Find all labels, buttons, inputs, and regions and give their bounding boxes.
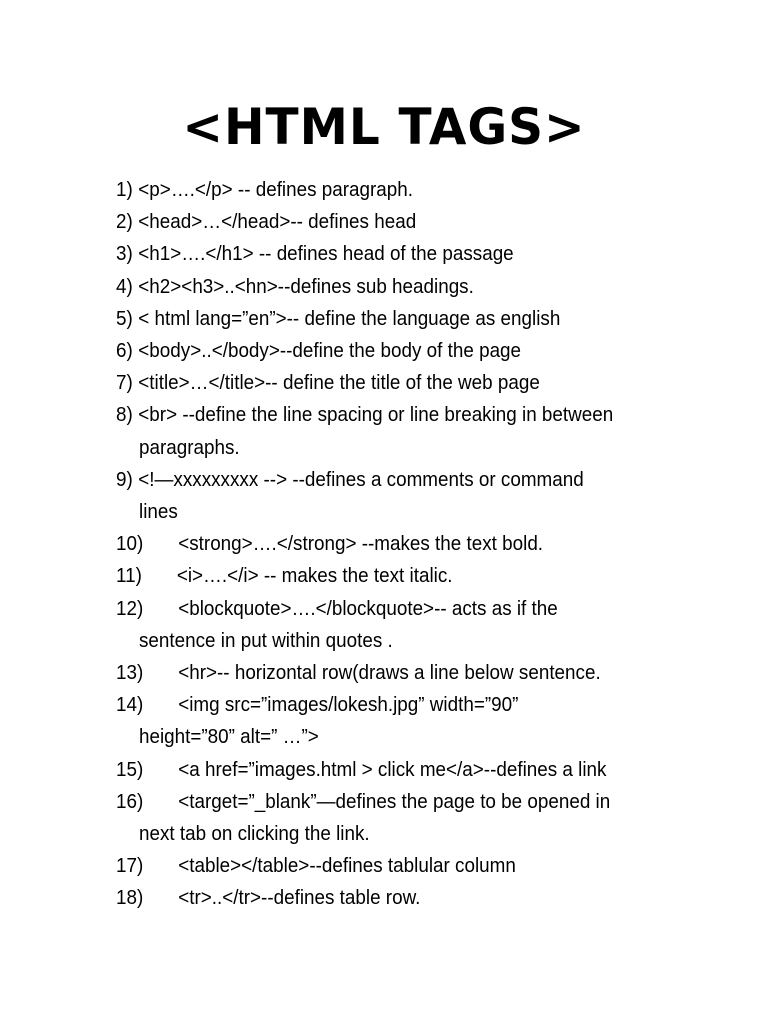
list-item-text: sentence in put within quotes . — [139, 628, 393, 652]
list-item-continuation — [116, 496, 668, 528]
list-item-number: 4) — [116, 274, 133, 298]
list-item-text: <hr>-- horizontal row(draws a line below sentence. — [178, 661, 601, 685]
list-item — [116, 786, 716, 850]
list-item-number: 11) — [116, 564, 142, 588]
list-item-line — [116, 754, 668, 786]
list-item-line — [116, 238, 668, 270]
list-item-line — [116, 271, 668, 303]
list-item-line — [116, 174, 668, 206]
list-item-text: lines — [139, 500, 178, 524]
list-item — [116, 238, 716, 270]
list-item-text: height=”80” alt=” …”> — [139, 725, 319, 749]
list-item-number: 1) — [116, 178, 133, 201]
list-item-line — [116, 464, 668, 496]
list-item — [116, 882, 716, 914]
list-item — [116, 399, 716, 463]
list-item-text: <p>….</p> -- defines paragraph. — [138, 178, 414, 201]
list-item — [116, 367, 716, 399]
list-item-number: 7) — [116, 371, 133, 395]
list-item — [116, 528, 716, 560]
list-item-number: 13) — [116, 661, 144, 685]
list-item — [116, 464, 716, 528]
list-item-text: <target=”_blank”—defines the page to be opened in — [178, 789, 611, 813]
list-item-number: 6) — [116, 339, 133, 363]
list-item-continuation — [116, 432, 668, 464]
list-item-number: 10) — [116, 532, 144, 556]
list-item-number: 12) — [116, 596, 144, 620]
list-item-number: 18) — [116, 886, 144, 910]
list-item-line — [116, 528, 668, 560]
list-item-number: 2) — [116, 210, 133, 234]
list-item-line — [116, 882, 668, 914]
list-item-text: <h2><h3>..<hn>--defines sub headings. — [138, 274, 474, 298]
list-item-text: <!—xxxxxxxxx --> --defines a comments or command — [138, 467, 584, 491]
list-item-text: <tr>..</tr>--defines table row. — [178, 886, 421, 910]
list-item-number: 9) — [116, 467, 133, 491]
list-item-number: 5) — [116, 306, 133, 330]
list-item — [116, 689, 716, 753]
list-item-text: <body>..</body>--define the body of the page — [138, 339, 522, 363]
list-item-number: 17) — [116, 854, 144, 878]
list-item-text: paragraphs. — [139, 435, 240, 459]
list-item-number: 14) — [116, 693, 144, 717]
list-item — [116, 206, 716, 238]
list-item-text: <i>….</i> -- makes the text italic. — [176, 564, 453, 588]
list-item-text: <blockquote>….</blockquote>-- acts as if the — [178, 596, 558, 620]
list-item — [116, 335, 716, 367]
list-item-text: <a href=”images.html > click me</a>--defines a link — [178, 757, 607, 781]
list-item-text: <head>…</head>-- defines head — [138, 210, 417, 234]
list-item-continuation — [116, 818, 668, 850]
list-item-line — [116, 367, 668, 399]
list-item-line — [116, 303, 668, 335]
list-item-line — [116, 335, 668, 367]
list-item — [116, 271, 716, 303]
list-item — [116, 657, 716, 689]
list-item-text: <img src=”images/lokesh.jpg” width=”90” — [178, 693, 519, 717]
list-item — [116, 593, 716, 657]
list-item-line — [116, 206, 668, 238]
list-item — [116, 560, 716, 592]
list-item-number: 8) — [116, 403, 133, 427]
list-item — [116, 174, 716, 206]
list-item-line — [116, 560, 668, 592]
list-item-number: 15) — [116, 757, 144, 781]
list-item-line — [116, 657, 668, 689]
list-item-text: < html lang=”en”>-- define the language as english — [138, 306, 561, 330]
list-item-line — [116, 786, 668, 818]
tag-list — [116, 174, 716, 915]
list-item — [116, 850, 716, 882]
list-item-line — [116, 850, 668, 882]
page-title: <HTML TAGS> — [182, 98, 586, 156]
list-item — [116, 754, 716, 786]
list-item-line — [116, 689, 668, 721]
list-item-continuation — [116, 625, 668, 657]
list-item-number: 3) — [116, 242, 133, 266]
list-item-text: <title>…</title>-- define the title of the web page — [138, 371, 540, 395]
list-item-text: next tab on clicking the link. — [139, 822, 370, 846]
list-item-text: <strong>….</strong> --makes the text bold. — [178, 532, 544, 556]
list-item-continuation — [116, 721, 668, 753]
list-item-text: <br> --define the line spacing or line breaking in between — [138, 403, 614, 427]
list-item-text: <table></table>--defines tablular column — [178, 854, 516, 878]
list-item — [116, 303, 716, 335]
list-item-number: 16) — [116, 789, 144, 813]
list-item-text: <h1>….</h1> -- defines head of the passage — [138, 242, 514, 266]
list-item-line — [116, 399, 668, 431]
list-item-line — [116, 593, 668, 625]
